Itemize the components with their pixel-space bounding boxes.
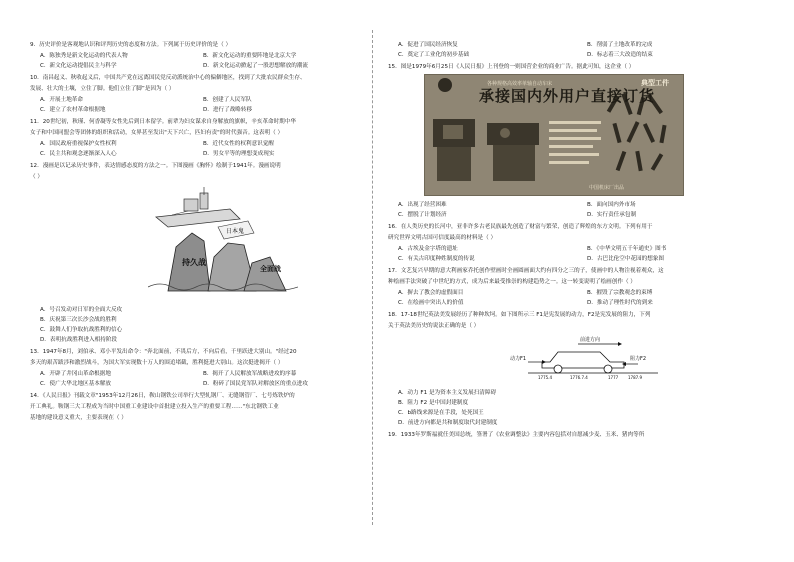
question-14-stem-line2: 开工典礼。鞍钢三大工程成为当时中国重工业建设中首批建立投入生产的重要工程……"东北钢铁工业: [30, 404, 279, 410]
option-b: B．近代女性的权利意识觉醒: [203, 141, 274, 147]
option-c: C．摆脱了计划经济: [398, 212, 447, 218]
right-column: [388, 40, 770, 441]
force-diagram: [508, 334, 668, 380]
ad-top-line: 各种规格高效率单轴自动车床: [487, 81, 553, 87]
option-b: B．《中华文明五千年通史》图书: [587, 246, 667, 252]
option-d: D．推动了理性时代的到来: [587, 300, 653, 306]
question-14-stem: 14．《人民日报》刊载文章"1953年12月26日，鞍山钢铁公司举行大型轧钢厂、无缝钢管厂、七号炼铁炉的: [30, 393, 295, 399]
question-18-stem: 18．17-18世纪英法美发展经历了种种坎坷。如下图所示三 F1是宪发展的动力，F2是宪发展的阻力，下列: [388, 312, 651, 318]
option-a: A．动力 F1 是为资本主义发展扫清障碍: [398, 390, 497, 396]
question-10-stem: 10．南昌起义、秋收起义后，中国共产党在远离国民党反动派统治中心的偏僻地区，找到了大批农民群众生存、: [30, 75, 306, 81]
option-b: B．创建了人民军队: [203, 97, 252, 103]
left-column: [30, 40, 360, 424]
option-c: C．使广大华北地区基本解放: [40, 381, 112, 387]
ad-headline: 承接国内外用户直接订货: [479, 87, 656, 105]
question-12-stem-line2: （ ）: [30, 174, 43, 180]
option-d: D．新文化运动掀起了一股思想解放的潮流: [203, 63, 308, 69]
option-d: D．标志着三大改造的结束: [587, 52, 653, 58]
question-12-stem: 12．漫画是以记录历史事件，表达情感态度的方法之一。下图漫画《胸怀》绘制于1941年。漫画说明: [30, 163, 281, 169]
question-19-stem: 19．1933年罗斯福就任美国总统，签署了《农业调整法》主要内容包括对自愿减少麦、玉米、猪肉等所: [388, 432, 645, 438]
question-16-options: [398, 244, 770, 264]
question-9-options: [40, 51, 360, 71]
question-12-options: [40, 305, 360, 345]
option-a: A．促进了国民经济恢复: [398, 42, 458, 48]
question-15-stem: 15．图是1979年6月25日《人民日报》上刊登的一则国营企业的商业广告。据此可知，这企业（ ）: [388, 64, 635, 70]
question-13-stem: 13．1947年8月，刘伯承、邓小平发出命令："奔北面前，不畏后方，不向后看，千里跃进大别山。"经过20: [30, 349, 297, 355]
diagram-year-1: 1775.4: [538, 375, 552, 380]
cartoon-label-protracted: 持久战: [182, 258, 206, 267]
option-d: D．前进方向都是共和制度取代封建制度: [398, 420, 498, 426]
diagram-f2-label: 阻力F2: [630, 356, 647, 362]
question-17-options: [398, 288, 770, 308]
diagram-year-4: 1787.9: [628, 375, 642, 380]
option-a: A．摒去了教会的虚假面目: [398, 290, 464, 296]
question-13-stem-line2: 多天的艰苦跋涉和激烈战斗，为国大军实现数十万人的围追堵截，胜利挺进大别山。这次挺进揭开（ ）: [30, 360, 284, 366]
option-b: B．削弱了土地改革的完成: [587, 42, 653, 48]
ad-footer: 中国机床厂出品: [589, 185, 625, 191]
question-9-stem: 9．历史评价是客观地认识和评判历史的态度和方法。下列属于历史评价的是（ ）: [30, 42, 232, 48]
option-a: A．号召发动对日军的全面大反攻: [40, 307, 123, 313]
option-c: C．建立了农村革命根据地: [40, 107, 106, 113]
option-b: B．揭开了人民解放军战略进攻的序幕: [203, 371, 297, 377]
question-10-stem-line2: 发展、壮大的土壤，立住了脚。他们立住了脚”是因为（ ）: [30, 86, 175, 92]
diagram-year-2: 1776.7.4: [570, 375, 588, 380]
option-d: D．粉碎了国民党军队对解放区的重点进攻: [203, 381, 308, 387]
option-c: C．奠定了工业化的初步基础: [398, 52, 470, 58]
question-17-stem: 17．文艺复兴早期的意大利画家乔托创作壁画时全画圆画面大约有四分之三的子，使画中的人物注视着观众，这: [388, 268, 664, 274]
column-divider: [372, 30, 373, 525]
question-11-options: [40, 139, 360, 159]
option-c: C．新文化运动提倡民主与科学: [40, 63, 117, 69]
option-a: A．国民政府重视保护女性权利: [40, 141, 117, 147]
question-15-options: [398, 200, 770, 220]
question-11-stem-line2: 女子和中国同盟会等团体的组织和活动，女界甚至发出"天下兴亡，匹妇有责"的时代强音。这表明（ ）: [30, 130, 284, 136]
option-c: C．民主共和观念逐渐深入人心: [40, 151, 117, 157]
option-d: D．古巴比伦空中花园的想象图: [587, 256, 665, 262]
question-14-stem-line3: 基地的建设意义重大，主要表现在（ ）: [30, 415, 127, 421]
question-16-stem-line2: 研究世界文明古国可信度最高的材料是（ ）: [388, 235, 497, 241]
cartoon-label-total: 全面战: [260, 265, 281, 273]
question-11-stem: 11．20世纪初，秋瑾、何香凝等女性先后到日本留学。前辈为妇女谋求自身解放的旗帜，辛亥革命时期中华: [30, 119, 296, 125]
question-14-options: [398, 40, 770, 60]
option-d: D．实行责任承包制: [587, 212, 637, 218]
option-c: C．在绘画中突出人的价值: [398, 300, 464, 306]
cartoon-label-japan: 日本鬼: [226, 228, 245, 235]
newspaper-ad-image: [424, 74, 684, 196]
diagram-direction-label: 前进方向: [580, 337, 601, 343]
option-a: A．开展土地革命: [40, 97, 83, 103]
option-a: A．开辟了井冈山革命根据地: [40, 371, 111, 377]
question-16-stem: 16．在人类历史的长河中，亚非许多古老民族最先创造了财富与繁荣，创造了辉煌的东方文明。下列有用于: [388, 224, 653, 230]
question-18-options: [398, 388, 770, 428]
diagram-f1-label: 动力F1: [510, 356, 527, 362]
cartoon-illustration: [148, 187, 298, 295]
option-d: D．表明抗战胜利进入相持阶段: [40, 337, 118, 343]
ad-corner-label: 典型工件: [641, 79, 669, 87]
option-b: B．面向国内外市场: [587, 202, 636, 208]
option-d: D．进行了战略转移: [203, 107, 253, 113]
option-b: B．摧毁了宗教观念的束缚: [587, 290, 653, 296]
question-18-stem-line2: 关于英法美历史的说法正确的是（ ）: [388, 323, 480, 329]
option-a: A．陈独秀是新文化运动的代表人物: [40, 53, 128, 59]
option-c: C．b路线来源是在手段，处死国王: [398, 410, 484, 416]
diagram-year-3: 1777: [608, 375, 619, 380]
question-10-options: [40, 95, 360, 115]
option-c: C．有关古印度种姓制度的传说: [398, 256, 475, 262]
option-a: A．出现了经营困难: [398, 202, 447, 208]
option-c: C．鼓舞人们争取抗战胜利的信心: [40, 327, 123, 333]
option-b: B．新文化运动的重要阵地是北京大学: [203, 53, 297, 59]
option-a: A．古埃及金字塔的遗址: [398, 246, 458, 252]
option-b: B．庆祝第三次长沙会战的胜利: [40, 317, 117, 323]
question-17-stem-line2: 种绘画手法突破了中世纪的方式，成为后来最受推崇的构建趋势之一。这一转变说明了绘画创作（ ）: [388, 279, 636, 285]
option-d: D．男女平等的理想变成现实: [203, 151, 275, 157]
option-b: B．阻力 F2 是中国封建制度: [398, 400, 469, 406]
question-13-options: [40, 369, 360, 389]
